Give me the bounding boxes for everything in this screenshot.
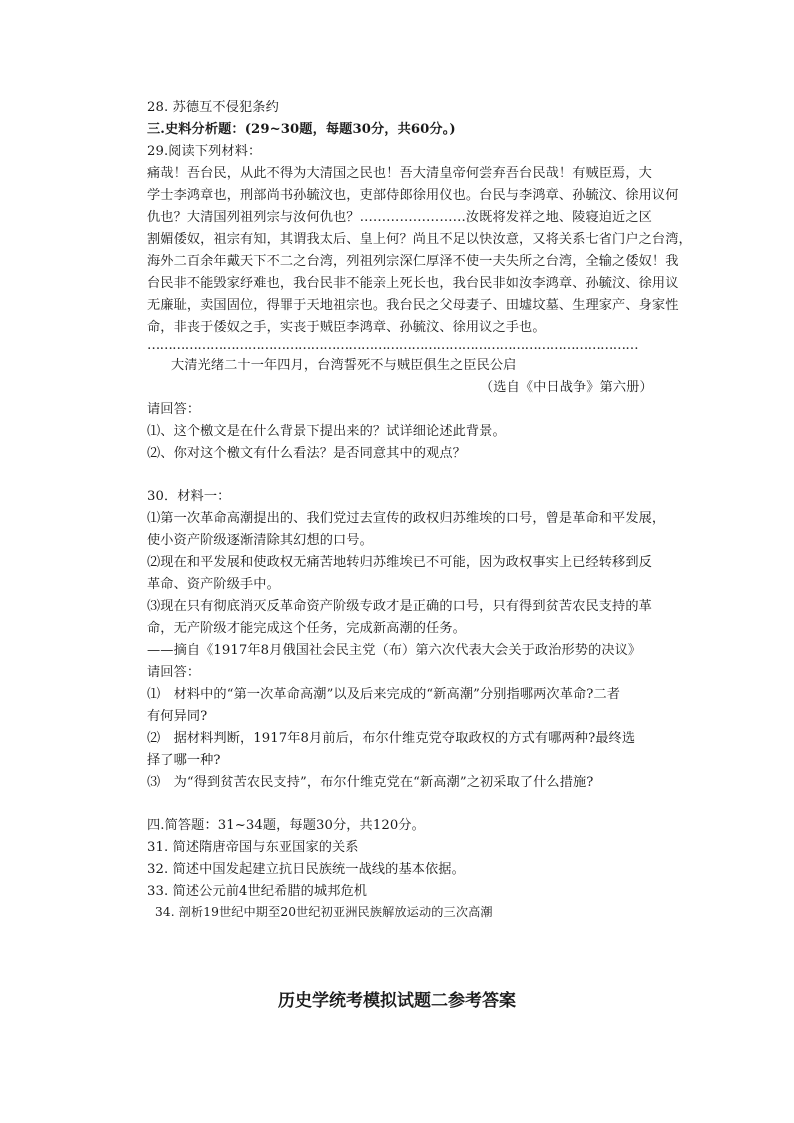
q29-paragraph-line: 学士李鸿章也，刑部尚书孙毓汶也，吏部侍郎徐用仪也。台民与李鸿章、孙毓汶、徐用议何 [147, 188, 679, 203]
answer-key-title: 历史学统考模拟试题二参考答案 [278, 991, 516, 1011]
q30-material-line: 命，无产阶级才能完成这个任务，完成新高潮的任务。 [147, 621, 466, 636]
q30-subquestion-2: ⑵ 据材料判断，1917年8月前后，布尔什维克党夺取政权的方式有哪两种?最终选 [147, 731, 636, 746]
q30-subquestion-1-cont: 有何异同? [147, 709, 208, 724]
q30-material-line: 使小资产阶级逐渐清除其幻想的口号。 [147, 533, 373, 548]
q30-ask-label: 请回答： [147, 665, 201, 680]
section-4-heading: 四.简答题：31~34题，每题30分，共120分。 [147, 818, 425, 833]
proclamation-signature: 大清光绪二十一年四月，台湾誓死不与贼臣俱生之臣民公启 [171, 358, 517, 373]
question-34: 34. 剖析19世纪中期至20世纪初亚洲民族解放运动的三次高潮 [155, 905, 493, 919]
q29-ask-label: 请回答： [147, 402, 201, 417]
q29-subquestion-1: ⑴、这个檄文是在什么背景下提出来的？试详细论述此背景。 [147, 424, 506, 439]
question-31: 31. 简述隋唐帝国与东亚国家的关系 [147, 840, 359, 855]
question-30-heading: 30．材料一： [147, 489, 231, 504]
question-29-heading: 29.阅读下列材料： [147, 144, 262, 159]
q29-paragraph-line: 割媚倭奴，祖宗有知，其谓我太后、皇上何？尚且不足以快汝意，又将关系七省门户之台湾， [147, 232, 692, 247]
q29-paragraph-line: 仇也？大清国列祖列宗与汝何仇也？……………………汝既将发祥之地、陵寝迫近之区 [147, 210, 652, 225]
q30-subquestion-2-cont: 择了哪一种? [147, 753, 221, 768]
source-citation: （选自《中日战争》第六册） [480, 380, 653, 395]
q30-material-line: ⑴第一次革命高潮提出的、我们党过去宣传的政权归苏维埃的口号，曾是革命和平发展， [147, 511, 666, 526]
q30-material-line: ⑵现在和平发展和使政权无痛苦地转归苏维埃已不可能，因为政权事实上已经转移到反 [147, 555, 652, 570]
q30-source-citation: ——摘自《1917年8月俄国社会民主党（布）第六次代表大会关于政治形势的决议》 [147, 643, 642, 658]
question-28: 28. 苏德互不侵犯条约 [147, 100, 279, 115]
q30-subquestion-3: ⑶ 为“得到贫苦农民支持”，布尔什维克党在“新高潮”之初采取了什么措施? [147, 775, 594, 790]
q30-subquestion-1: ⑴ 材料中的“第一次革命高潮”以及后来完成的“新高潮”分别指哪两次革命?二者 [147, 687, 621, 702]
q30-material-line: 革命、资产阶级手中。 [147, 577, 280, 592]
ellipsis-divider: ……………………………………………………………………………………………………… [147, 338, 638, 353]
question-32: 32. 简述中国发起建立抗日民族统一战线的基本依据。 [147, 862, 465, 877]
q29-paragraph-line: 命，非丧于倭奴之手，实丧于贼臣李鸿章、孙毓汶、徐用议之手也。 [147, 320, 546, 335]
q29-subquestion-2: ⑵、你对这个檄文有什么看法？是否同意其中的观点？ [147, 446, 466, 461]
q29-paragraph-line: 台民非不能毁家纾难也，我台民非不能亲上死长也，我台民非如汝李鸿章、孙毓汶、徐用议 [147, 276, 679, 291]
q30-material-line: ⑶现在只有彻底消灭反革命资产阶级专政才是正确的口号，只有得到贫苦农民支持的革 [147, 599, 652, 614]
question-33: 33. 简述公元前4世纪希腊的城邦危机 [147, 884, 368, 899]
q29-paragraph-line: 海外二百余年戴天下不二之台湾，列祖列宗深仁厚泽不使一夫失所之台湾，全输之倭奴！我 [147, 254, 679, 269]
q29-paragraph-line: 无廉耻，卖国固位，得罪于天地祖宗也。我台民之父母妻子、田墟坟墓、生理家产、身家性 [147, 298, 679, 313]
section-3-heading: 三.史料分析题：(29~30题，每题30分，共60分。) [147, 122, 456, 137]
q29-paragraph-line: 痛哉！吾台民，从此不得为大清国之民也！吾大清皇帝何尝弃吾台民哉！有贼臣焉，大 [147, 166, 652, 181]
